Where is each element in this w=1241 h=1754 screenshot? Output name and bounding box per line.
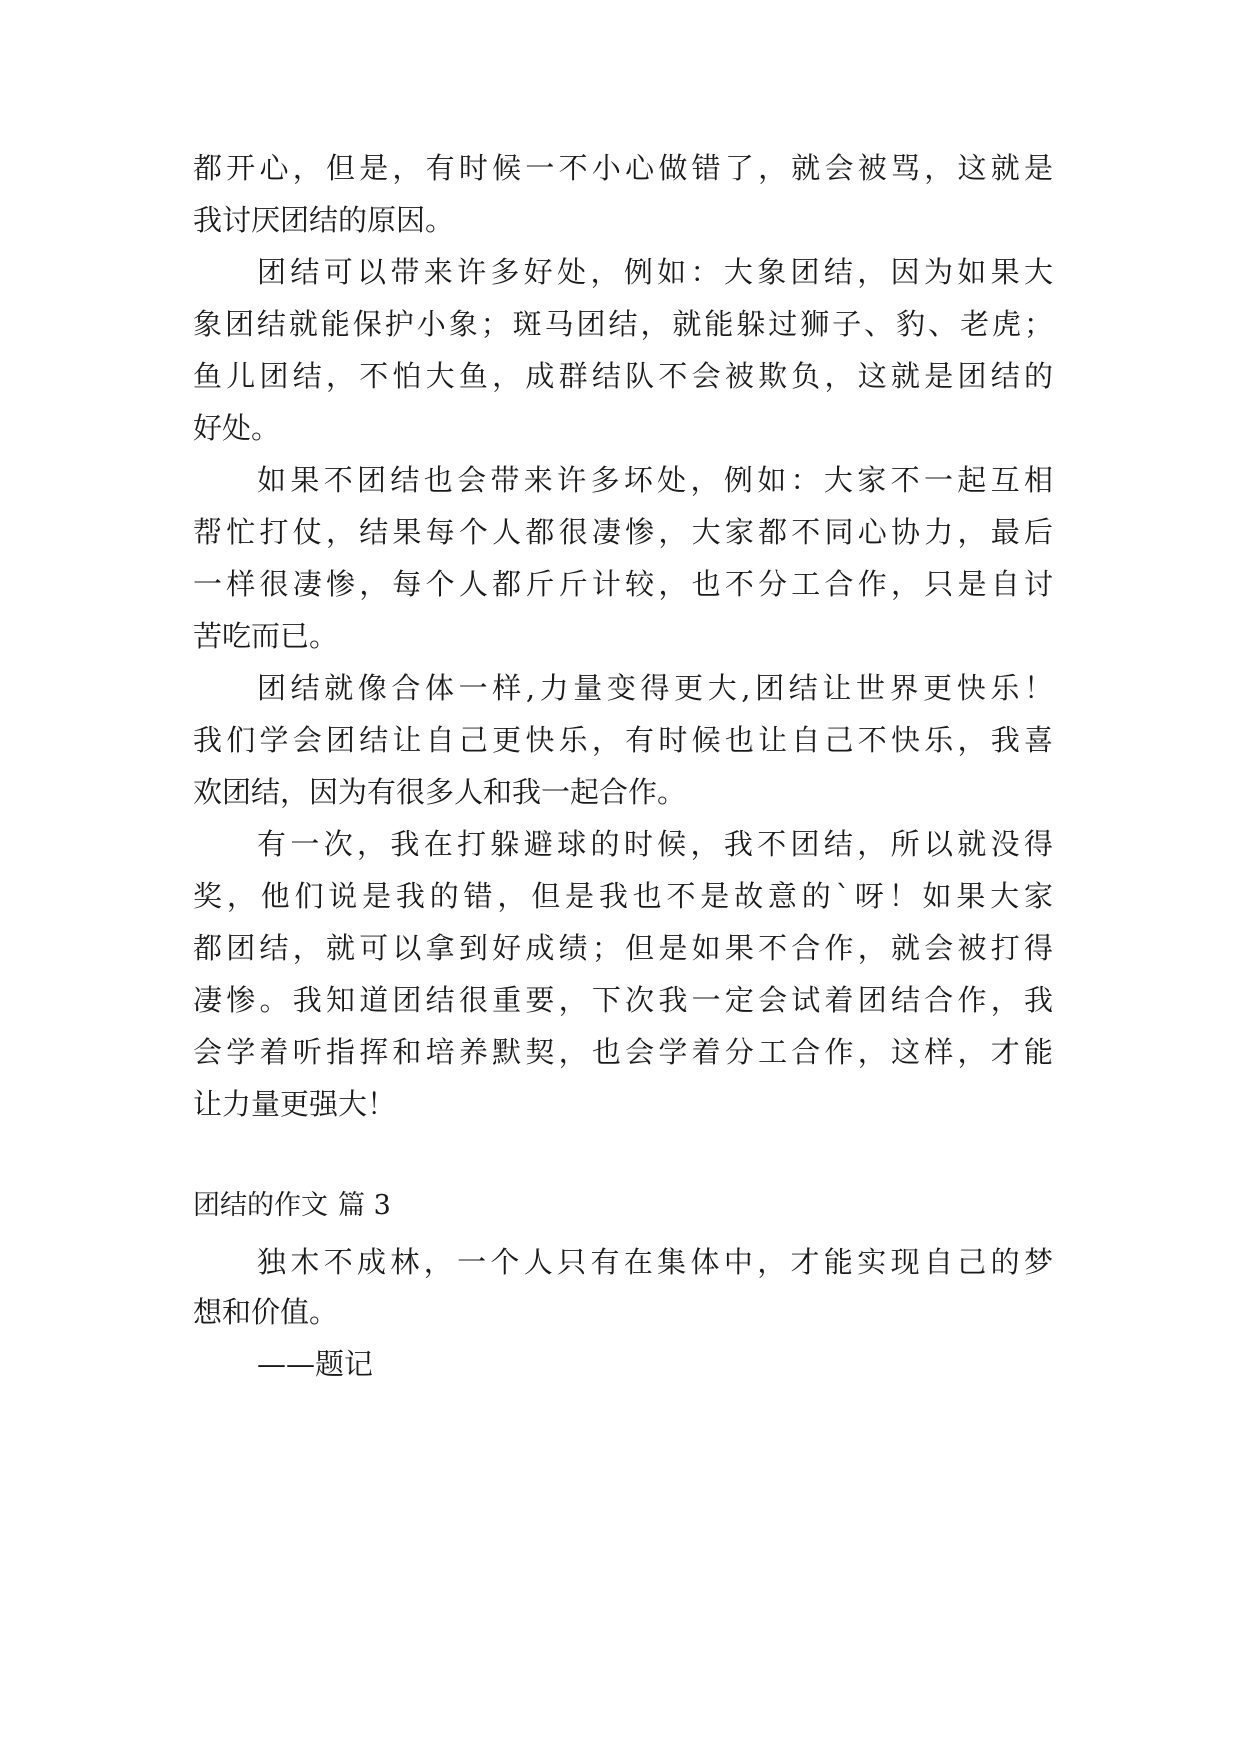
text-line: 鱼儿团结，不怕大鱼，成群结队不会被欺负，这就是团结的 [193,359,1053,393]
text-line: 想和价值。 [193,1295,339,1329]
text-line: 帮忙打仗，结果每个人都很凄惨，大家都不同心协力，最后 [193,515,1053,549]
text-line: 苦吃而已。 [193,619,339,653]
paragraph-first-line: 如果不团结也会带来许多坏处，例如：大家不一起互相 [257,463,1053,497]
text-line: 好处。 [193,411,281,445]
text-line: 我讨厌团结的原因。 [193,203,455,237]
text-line: 我们学会团结让自己更快乐，有时候也让自己不快乐，我喜 [193,723,1053,757]
section-heading [193,1188,391,1224]
paragraph-first-line: 有一次，我在打躲避球的时候，我不团结，所以就没得 [257,827,1053,861]
paragraph-first-line: 团结就像合体一样,力量变得更大,团结让世界更快乐！ [257,671,1053,705]
text-line: 象团结就能保护小象；斑马团结，就能躲过狮子、豹、老虎； [193,307,1053,341]
heading-part-number: 篇 3 [338,1190,391,1221]
text-line: 都开心，但是，有时候一不小心做错了，就会被骂，这就是 [193,151,1053,185]
text-line: 奖，他们说是我的错，但是我也不是故意的`呀！如果大家 [193,879,1053,913]
text-line: 让力量更强大！ [193,1087,397,1121]
heading-title: 团结的作文 [193,1190,328,1221]
paragraph-first-line: 团结可以带来许多好处，例如：大象团结，因为如果大 [257,255,1053,289]
paragraph-first-line: 独木不成林，一个人只有在集体中，才能实现自己的梦 [257,1245,1053,1279]
text-line: 欢团结，因为有很多人和我一起合作。 [193,775,687,809]
text-line: 都团结，就可以拿到好成绩；但是如果不合作，就会被打得 [193,931,1053,965]
text-line: 一样很凄惨，每个人都斤斤计较，也不分工合作，只是自讨 [193,567,1053,601]
epigraph-attribution: ——题记 [257,1347,374,1381]
text-line: 凄惨。我知道团结很重要，下次我一定会试着团结合作，我 [193,983,1053,1017]
text-line: 会学着听指挥和培养默契，也会学着分工合作，这样，才能 [193,1035,1053,1069]
document-page [193,0,1053,1754]
